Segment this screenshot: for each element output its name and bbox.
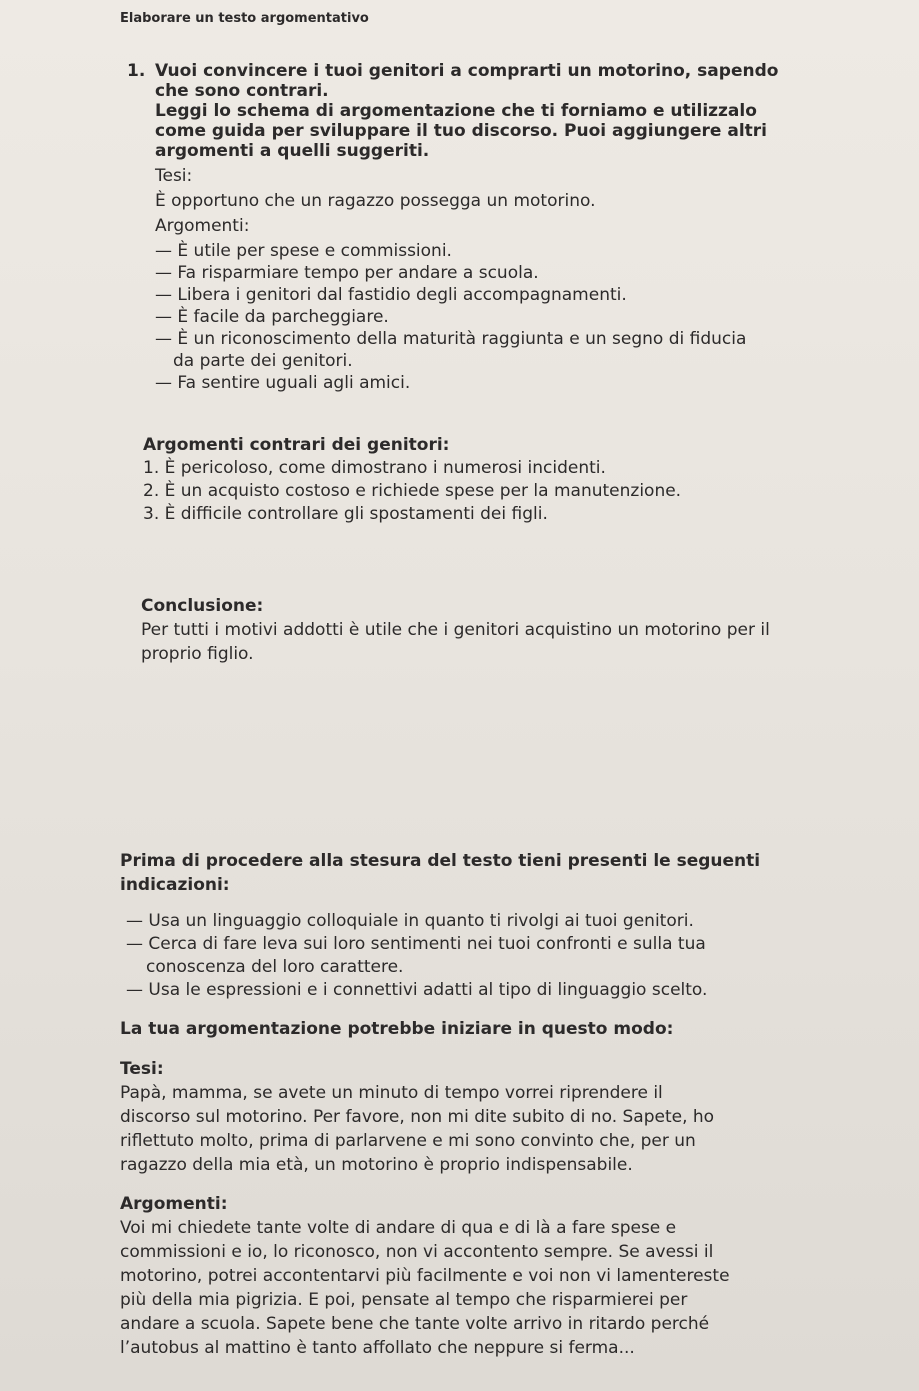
exercise-number: 1. (127, 61, 146, 81)
contrario-item: 2. È un acquisto costoso e richiede spese per la manutenzione. (143, 481, 682, 501)
tesi-label: Tesi: (155, 166, 193, 186)
exercise-line: Vuoi convincere i tuoi genitori a comprarti un motorino, sapendo (155, 61, 779, 81)
argomento-item: — È un riconoscimento della maturità raggiunta e un segno di fiducia (155, 329, 747, 349)
esempio-argomenti-label: Argomenti: (120, 1194, 228, 1214)
indicazione-item-continuation: conoscenza del loro carattere. (146, 957, 404, 977)
argomenti-label: Argomenti: (155, 216, 250, 236)
esempio-argomenti-line: l’autobus al mattino è tanto affollato che neppure si ferma... (120, 1338, 635, 1358)
esempio-tesi-label: Tesi: (120, 1059, 164, 1079)
indicazione-item: — Usa un linguaggio colloquiale in quanto ti rivolgi ai tuoi genitori. (126, 911, 694, 931)
argomento-item: — Fa sentire uguali agli amici. (155, 373, 411, 393)
argomento-item: — Fa risparmiare tempo per andare a scuola. (155, 263, 539, 283)
indicazioni-intro: indicazioni: (120, 875, 230, 895)
contrari-label: Argomenti contrari dei genitori: (143, 435, 450, 455)
exercise-line: Leggi lo schema di argomentazione che ti forniamo e utilizzalo (155, 101, 757, 121)
argomento-item: — È utile per spese e commissioni. (155, 241, 452, 261)
esempio-intro: La tua argomentazione potrebbe iniziare in questo modo: (120, 1019, 674, 1039)
exercise-line: come guida per sviluppare il tuo discorso. Puoi aggiungere altri (155, 121, 767, 141)
esempio-tesi-line: Papà, mamma, se avete un minuto di tempo vorrei riprendere il (120, 1083, 663, 1103)
esempio-argomenti-line: commissioni e io, lo riconosco, non vi accontento sempre. Se avessi il (120, 1242, 714, 1262)
esempio-argomenti-line: più della mia pigrizia. E poi, pensate al tempo che risparmierei per (120, 1290, 688, 1310)
conclusione-label: Conclusione: (141, 596, 264, 616)
tesi-text: È opportuno che un ragazzo possegga un motorino. (155, 191, 596, 211)
section-header: Elaborare un testo argomentativo (120, 11, 369, 26)
esempio-argomenti-line: motorino, potrei accontentarvi più facilmente e voi non vi lamentereste (120, 1266, 730, 1286)
conclusione-text: proprio figlio. (141, 644, 254, 664)
indicazione-item: — Cerca di fare leva sui loro sentimenti nei tuoi confronti e sulla tua (126, 934, 706, 954)
argomento-item: — È facile da parcheggiare. (155, 307, 389, 327)
contrario-item: 3. È difficile controllare gli spostamenti dei figli. (143, 504, 548, 524)
indicazioni-intro: Prima di procedere alla stesura del testo tieni presenti le seguenti (120, 851, 761, 871)
argomento-item-continuation: da parte dei genitori. (173, 351, 353, 371)
exercise-line: che sono contrari. (155, 81, 329, 101)
esempio-tesi-line: riflettuto molto, prima di parlarvene e mi sono convinto che, per un (120, 1131, 696, 1151)
indicazione-item: — Usa le espressioni e i connettivi adatti al tipo di linguaggio scelto. (126, 980, 708, 1000)
esempio-argomenti-line: andare a scuola. Sapete bene che tante volte arrivo in ritardo perché (120, 1314, 710, 1334)
esempio-tesi-line: ragazzo della mia età, un motorino è proprio indispensabile. (120, 1155, 633, 1175)
argomento-item: — Libera i genitori dal fastidio degli accompagnamenti. (155, 285, 627, 305)
esempio-argomenti-line: Voi mi chiedete tante volte di andare di qua e di là a fare spese e (120, 1218, 677, 1238)
contrario-item: 1. È pericoloso, come dimostrano i numerosi incidenti. (143, 458, 606, 478)
conclusione-text: Per tutti i motivi addotti è utile che i genitori acquistino un motorino per il (141, 620, 770, 640)
exercise-line: argomenti a quelli suggeriti. (155, 141, 430, 161)
esempio-tesi-line: discorso sul motorino. Per favore, non mi dite subito di no. Sapete, ho (120, 1107, 715, 1127)
